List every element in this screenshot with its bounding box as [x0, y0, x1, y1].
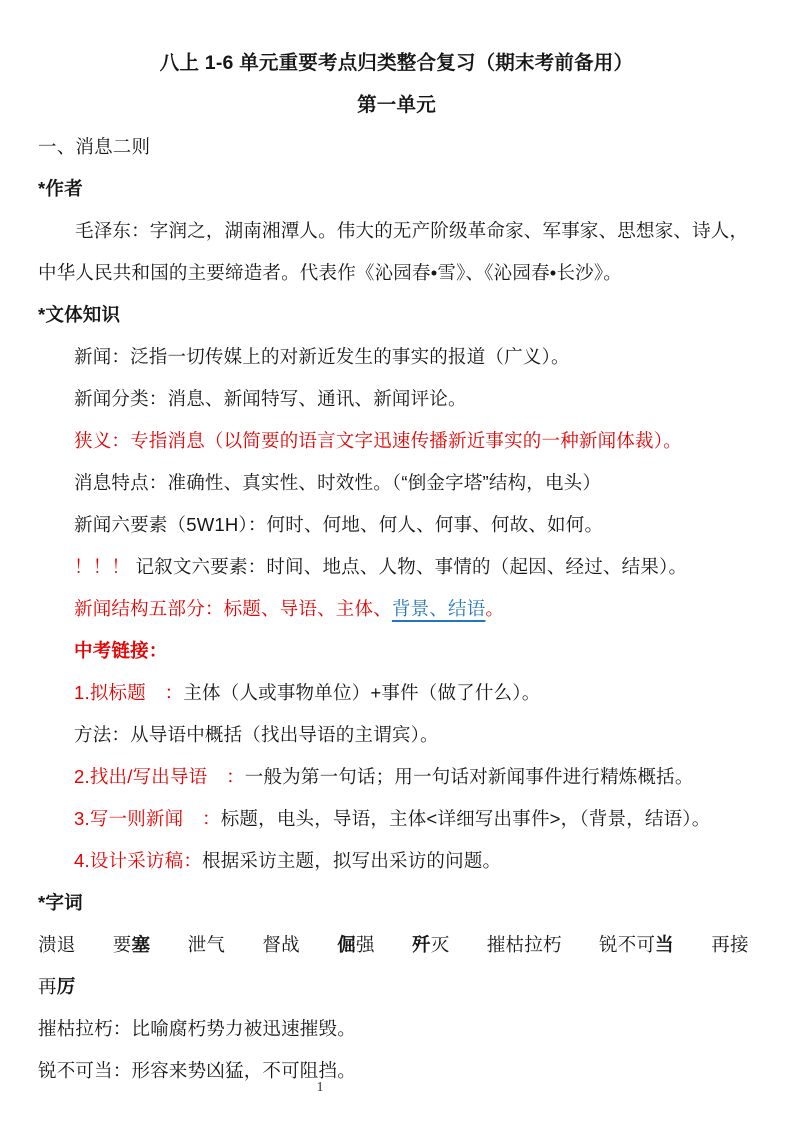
exam-point-2	[38, 756, 755, 798]
vocab-heading	[38, 882, 755, 924]
text-segment: 一般为第一句话；用一句话对新闻事件进行精炼概括。	[244, 766, 694, 787]
text-segment: 第一单元	[357, 94, 436, 116]
text-segment: 歼	[412, 934, 431, 955]
vocab-def-1	[38, 1008, 755, 1050]
text-segment: *作者	[38, 178, 83, 199]
text-segment: 消息特点：准确性、真实性、时效性。（“倒金字塔”结构，电头）	[74, 472, 602, 493]
text-segment: *字词	[38, 892, 83, 913]
text-segment: 根据采访主题，拟写出采访的问题。	[202, 850, 502, 871]
news-categories	[38, 378, 755, 420]
text-segment: 记叙文六要素：时间、地点、人物、事情的（起因、经过、结果）。	[130, 556, 688, 577]
page-number: 1	[316, 1080, 324, 1095]
unit-title	[38, 84, 755, 126]
text-segment: 强	[355, 934, 413, 955]
exam-point-3	[38, 798, 755, 840]
narrative-six-elements	[38, 546, 755, 588]
doc-title	[38, 42, 755, 84]
text-segment: 溃退 要	[38, 934, 132, 955]
narrow-definition	[38, 420, 755, 462]
text-segment: 中考链接：	[74, 640, 168, 661]
text-segment: 灭 摧枯拉朽 锐不可	[430, 934, 656, 955]
text-segment: 厉	[56, 976, 76, 997]
text-segment: 。	[485, 598, 505, 619]
news-structure	[38, 588, 755, 630]
exam-point-4	[38, 840, 755, 882]
vocab-def-2	[38, 1050, 755, 1092]
text-segment: *文体知识	[38, 304, 121, 325]
exam-link-heading	[38, 630, 755, 672]
text-segment: 塞	[131, 934, 151, 955]
exam-point-1	[38, 672, 755, 714]
underlined-structure-parts: 背景、结语	[391, 598, 486, 619]
document-content	[38, 42, 755, 1092]
author-line-2	[38, 252, 755, 294]
genre-heading	[38, 294, 755, 336]
text-segment: ！！！	[74, 556, 131, 577]
text-segment: 标题，电头，导语，主体<详细写出事件>，（背景，结语）。	[220, 808, 711, 829]
text-segment: 4.设计采访稿：	[74, 850, 203, 871]
text-segment: 泄气 督战	[150, 934, 338, 955]
text-segment: 毛泽东：字润之，湖南湘潭人。伟大的无产阶级革命家、军事家、思想家、诗人，	[75, 220, 749, 241]
text-segment: 方法：从导语中概括（找出导语的主谓宾）。	[74, 724, 439, 745]
text-segment: 中华人民共和国的主要缔造者。代表作《沁园春•雪》、《沁园春•长沙》。	[38, 262, 623, 283]
text-segment: 新闻结构五部分：标题、导语、主体、	[74, 598, 392, 619]
news-six-elements	[38, 504, 755, 546]
vocab-list	[38, 924, 755, 1008]
text-segment: 锐不可当：形容来势凶猛，不可阻挡。	[38, 1060, 356, 1081]
text-segment: 1.拟标题 ：	[74, 682, 184, 703]
news-features	[38, 462, 755, 504]
text-segment: 2.找出/写出导语 ：	[74, 766, 245, 787]
text-segment: 主体（人或事物单位）+事件（做了什么）。	[183, 682, 541, 703]
text-segment: 3.写一则新闻 ：	[74, 808, 221, 829]
text-segment: 一、消息二则	[38, 136, 151, 157]
text-segment: 当	[655, 934, 674, 955]
text-segment: 新闻：泛指一切传媒上的对新近发生的事实的报道（广义）。	[74, 346, 570, 367]
text-segment: 新闻分类：消息、新闻特写、通讯、新闻评论。	[74, 388, 467, 409]
text-segment: 八上 1-6 单元重要考点归类整合复习（期末考前备用）	[159, 52, 634, 74]
author-heading	[38, 168, 755, 210]
news-definition	[38, 336, 755, 378]
text-segment: 新闻六要素（5W1H）：何时、何地、何人、何事、何故、如何。	[74, 514, 604, 535]
text-segment: 再接再	[38, 934, 749, 997]
author-line-1	[38, 210, 755, 252]
exam-point-1-method	[38, 714, 755, 756]
text-segment: 倔	[337, 934, 356, 955]
text-segment: 摧枯拉朽：比喻腐朽势力被迅速摧毁。	[38, 1018, 356, 1039]
text-segment: 狭义：专指消息（以简要的语言文字迅速传播新近事实的一种新闻体裁）。	[74, 430, 682, 451]
lesson-heading	[38, 126, 755, 168]
